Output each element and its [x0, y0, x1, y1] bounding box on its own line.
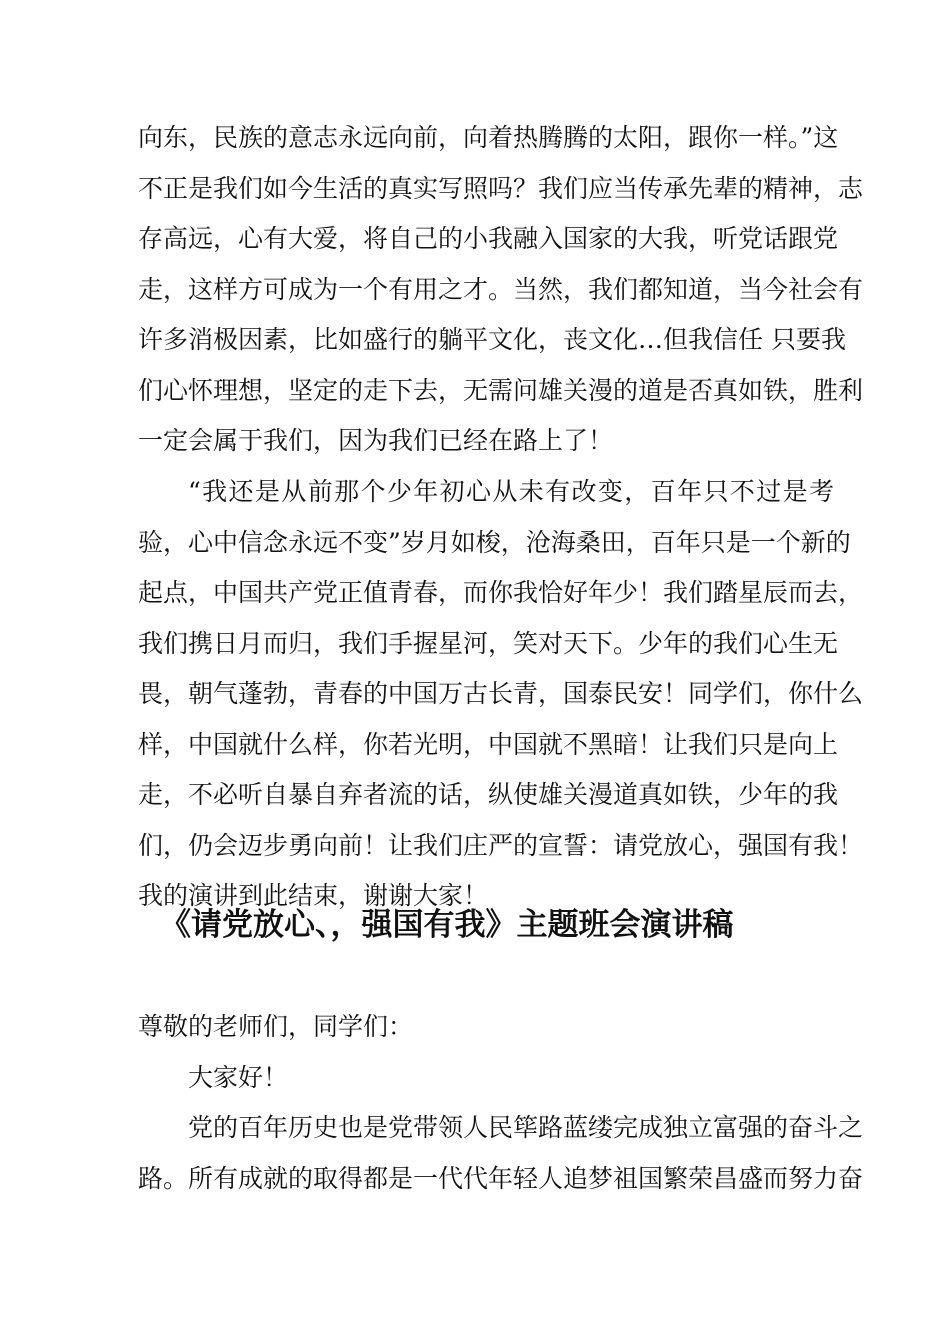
paragraph-line: “我还是从前那个少年初心从未有改变，百年只不过是考	[188, 477, 834, 506]
salutation-text: 尊敬的老师们，同学们：	[138, 1012, 414, 1041]
greeting-text: 大家好！	[188, 1063, 289, 1092]
paragraph-line: 路。所有成就的取得都是一代代年轻人追梦祖国繁荣昌盛而努力奋	[138, 1163, 864, 1193]
paragraph-line: 畏，朝气蓬勃，青春的中国万古长青，国泰民安！同学们，你什么	[138, 679, 864, 708]
paragraph-line: 样，中国就什么样，你若光明，中国就不黑暗！让我们只是向上	[138, 729, 839, 759]
paragraph-line: 存高远，心有大爱，将自己的小我融入国家的大我，听党话跟党	[138, 224, 839, 253]
document-title: 《请党放心、，强国有我》主题班会演讲稿	[160, 907, 734, 943]
paragraph-line: 走，这样方可成为一个有用之才。当然，我们都知道，当今社会有	[138, 274, 864, 304]
paragraph-line: 们心怀理想，坚定的走下去，无需问雄关漫的道是否真如铁，胜利	[138, 375, 864, 405]
paragraph-line: 起点，中国共产党正值青春，而你我恰好年少！我们踏星辰而去，	[138, 578, 864, 607]
paragraph-line: 向东，民族的意志永远向前，向着热腾腾的太阳，跟你一样。”这	[138, 123, 839, 152]
paragraph-line: 许多消极因素，比如盛行的躺平文化，丧文化…但我信任 只要我	[138, 325, 846, 354]
paragraph-line: 走，不必听自暴自弃者流的话，纵使雄关漫道真如铁，少年的我	[138, 780, 839, 809]
paragraph-1	[138, 113, 864, 467]
paragraph-line: 党的百年历史也是党带领人民筚路蓝缕完成独立富强的奋斗之	[188, 1113, 864, 1142]
greeting	[138, 1053, 834, 1104]
paragraph-line: 我们携日月而归，我们手握星河，笑对天下。少年的我们心生无	[138, 628, 839, 658]
paragraph-line: 我的演讲到此结束，谢谢大家！	[138, 881, 489, 910]
paragraph-line: 验，心中信念永远不变”岁月如梭，沧海桑田，百年只是一个新的	[138, 527, 851, 557]
paragraph-line: 一定会属于我们，因为我们已经在路上了！	[138, 426, 614, 455]
paragraph-2	[138, 467, 864, 922]
paragraph-3	[138, 1103, 864, 1204]
paragraph-line: 们，仍会迈步勇向前！让我们庄严的宣誓：请党放心，强国有我！	[138, 830, 864, 860]
salutation	[138, 1002, 834, 1053]
paragraph-line: 不正是我们如今生活的真实写照吗？我们应当传承先辈的精神，志	[138, 173, 864, 203]
